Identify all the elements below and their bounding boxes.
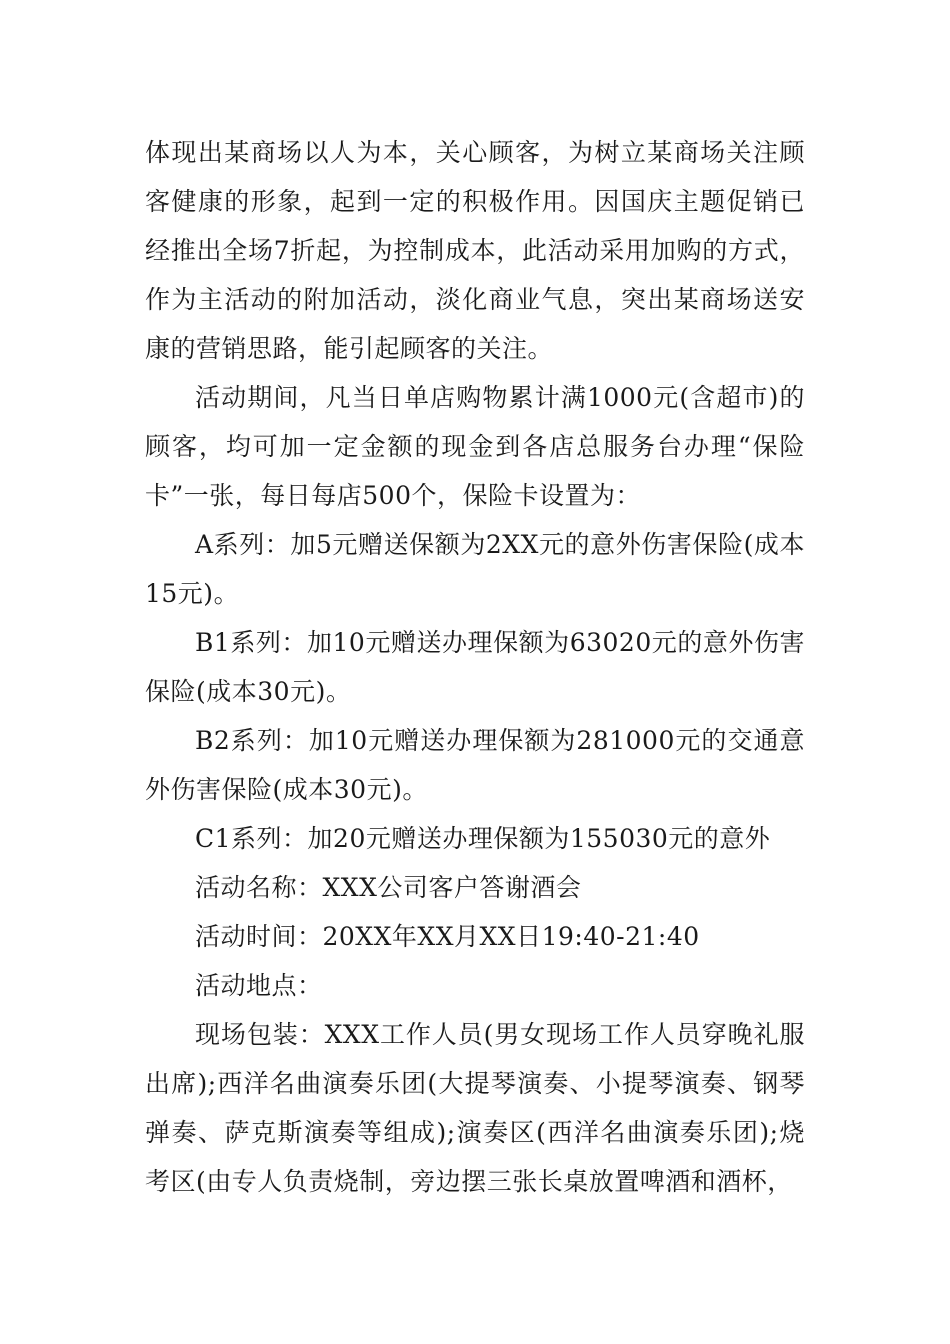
paragraph-series-b2: B2系列：加10元赠送办理保额为281000元的交通意外伤害保险(成本30元)。 [145,726,805,804]
paragraph-series-b1: B1系列：加10元赠送办理保额为63020元的意外伤害保险(成本30元)。 [145,628,805,706]
document-body [145,128,805,1206]
paragraph-event-name: 活动名称：XXX公司客户答谢酒会 [195,873,582,902]
paragraph-event-time: 活动时间：20XX年XX月XX日19:40-21:40 [195,922,700,951]
paragraph-series-a: A系列：加5元赠送保额为2XX元的意外伤害保险(成本15元)。 [145,530,805,608]
paragraph-venue-setup: 现场包装：XXX工作人员(男女现场工作人员穿晚礼服出席);西洋名曲演奏乐团(大提琴演奏、小提琴演奏、钢琴弹奏、萨克斯演奏等组成);演奏区(西洋名曲演奏乐团);烧考区(由专人负责烧制，旁边摆三张长桌放置啤酒和酒杯， [145,1020,805,1196]
paragraph-activity-period: 活动期间，凡当日单店购物累计满1000元(含超市)的顾客，均可加一定金额的现金到各店总服务台办理“保险卡”一张，每日每店500个，保险卡设置为： [145,383,805,510]
paragraph-event-location: 活动地点： [195,971,323,1000]
paragraph-intro: 体现出某商场以人为本，关心顾客，为树立某商场关注顾客健康的形象，起到一定的积极作用。因国庆主题促销已经推出全场7折起，为控制成本，此活动采用加购的方式，作为主活动的附加活动，淡化商业气息，突出某商场送安康的营销思路，能引起顾客的关注。 [145,138,805,363]
paragraph-series-c1: C1系列：加20元赠送办理保额为155030元的意外 [195,824,771,853]
